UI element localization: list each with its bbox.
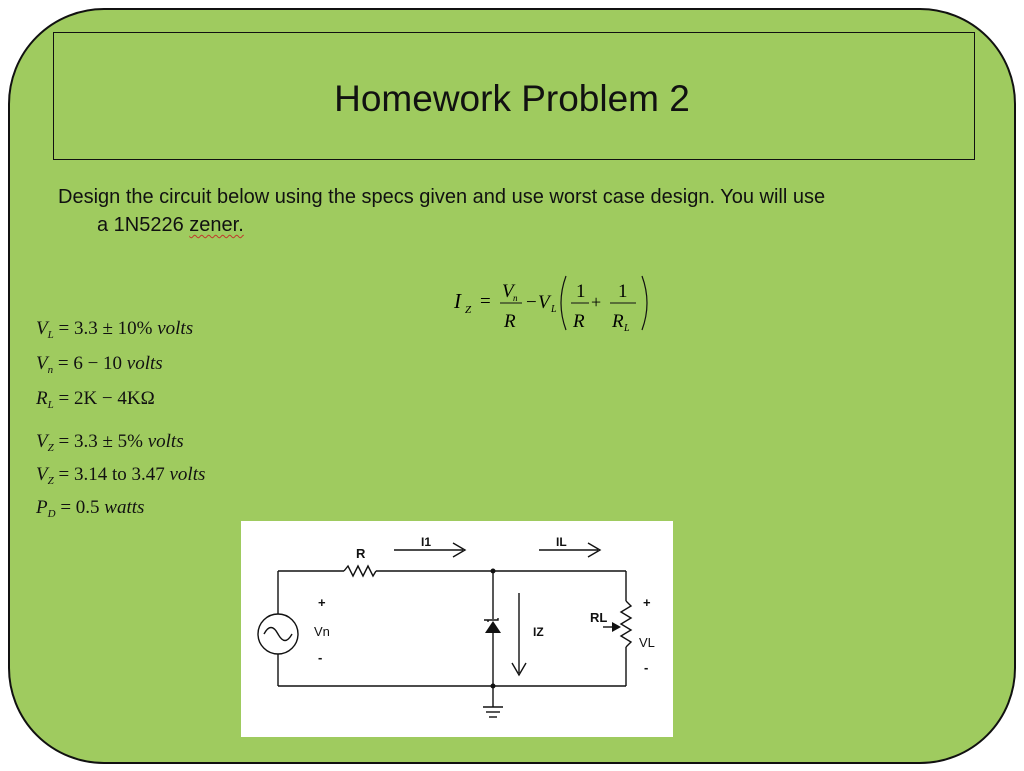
formula-one-a: 1 — [576, 281, 586, 302]
node-top — [491, 569, 496, 574]
svg-text:=: = — [480, 291, 491, 312]
spec-pd: $P_D = 0.5$ watts — [36, 497, 145, 520]
label-plus-left: + — [318, 595, 326, 610]
formula-den3-sub: L — [624, 323, 630, 334]
label-vn: Vn — [314, 624, 330, 639]
formula-lhs-sub: Z — [465, 304, 472, 316]
label-i1: I1 — [421, 535, 432, 549]
problem-line-2-text: a 1N5226 — [97, 214, 190, 236]
problem-line-1: Design the circuit below using the specs given and use worst case design. You will use — [58, 186, 826, 208]
formula-den1: R — [504, 311, 516, 332]
zener-diode — [485, 621, 501, 633]
label-iz: IZ — [533, 625, 544, 639]
node-bottom — [491, 684, 496, 689]
spellcheck-word: zener. — [189, 214, 244, 236]
label-minus-right: - — [644, 660, 649, 675]
spec-vz-range: $V_Z = 3.14$ to 3.47 volts — [36, 464, 206, 487]
problem-line-2 — [58, 211, 958, 239]
problem-statement — [58, 183, 958, 239]
svg-text:−: − — [526, 292, 537, 313]
formula-lhs: I — [454, 289, 461, 313]
formula-num1-sub: n — [513, 293, 518, 303]
formula-one-b: 1 — [618, 281, 628, 302]
resistor-rl — [621, 601, 631, 647]
spec-rl: $R_L = 2K - 4K\Omega$ — [36, 388, 155, 411]
formula-den3: R — [612, 311, 624, 332]
ac-sine-icon — [264, 628, 292, 641]
label-minus-left: - — [318, 650, 323, 665]
label-plus-right: + — [643, 595, 651, 610]
formula-minus-sub: L — [551, 304, 557, 315]
formula-den2: R — [573, 311, 585, 332]
label-rl: RL — [590, 610, 608, 625]
label-vl: VL — [639, 635, 655, 650]
rl-wiper-arrowhead — [612, 622, 621, 632]
label-r: R — [356, 546, 366, 561]
spec-vl: $V_L = 3.3 \pm 10\%$ volts — [36, 318, 194, 341]
svg-text:+: + — [591, 292, 602, 312]
zener-regulator-circuit — [241, 521, 673, 737]
formula-num1: V — [502, 281, 514, 302]
zener-cathode-bar — [484, 618, 498, 622]
page-title: Homework Problem 2 — [334, 78, 690, 119]
label-il: IL — [556, 535, 567, 549]
formula-minus-var: V — [538, 292, 550, 313]
zener-current-formula — [452, 270, 662, 340]
spec-vn: $V_n = 6 - 10$ volts — [36, 353, 163, 376]
spec-vz-tolerance: $V_Z = 3.3 \pm 5\%$ volts — [36, 431, 184, 454]
resistor-r — [344, 566, 376, 576]
